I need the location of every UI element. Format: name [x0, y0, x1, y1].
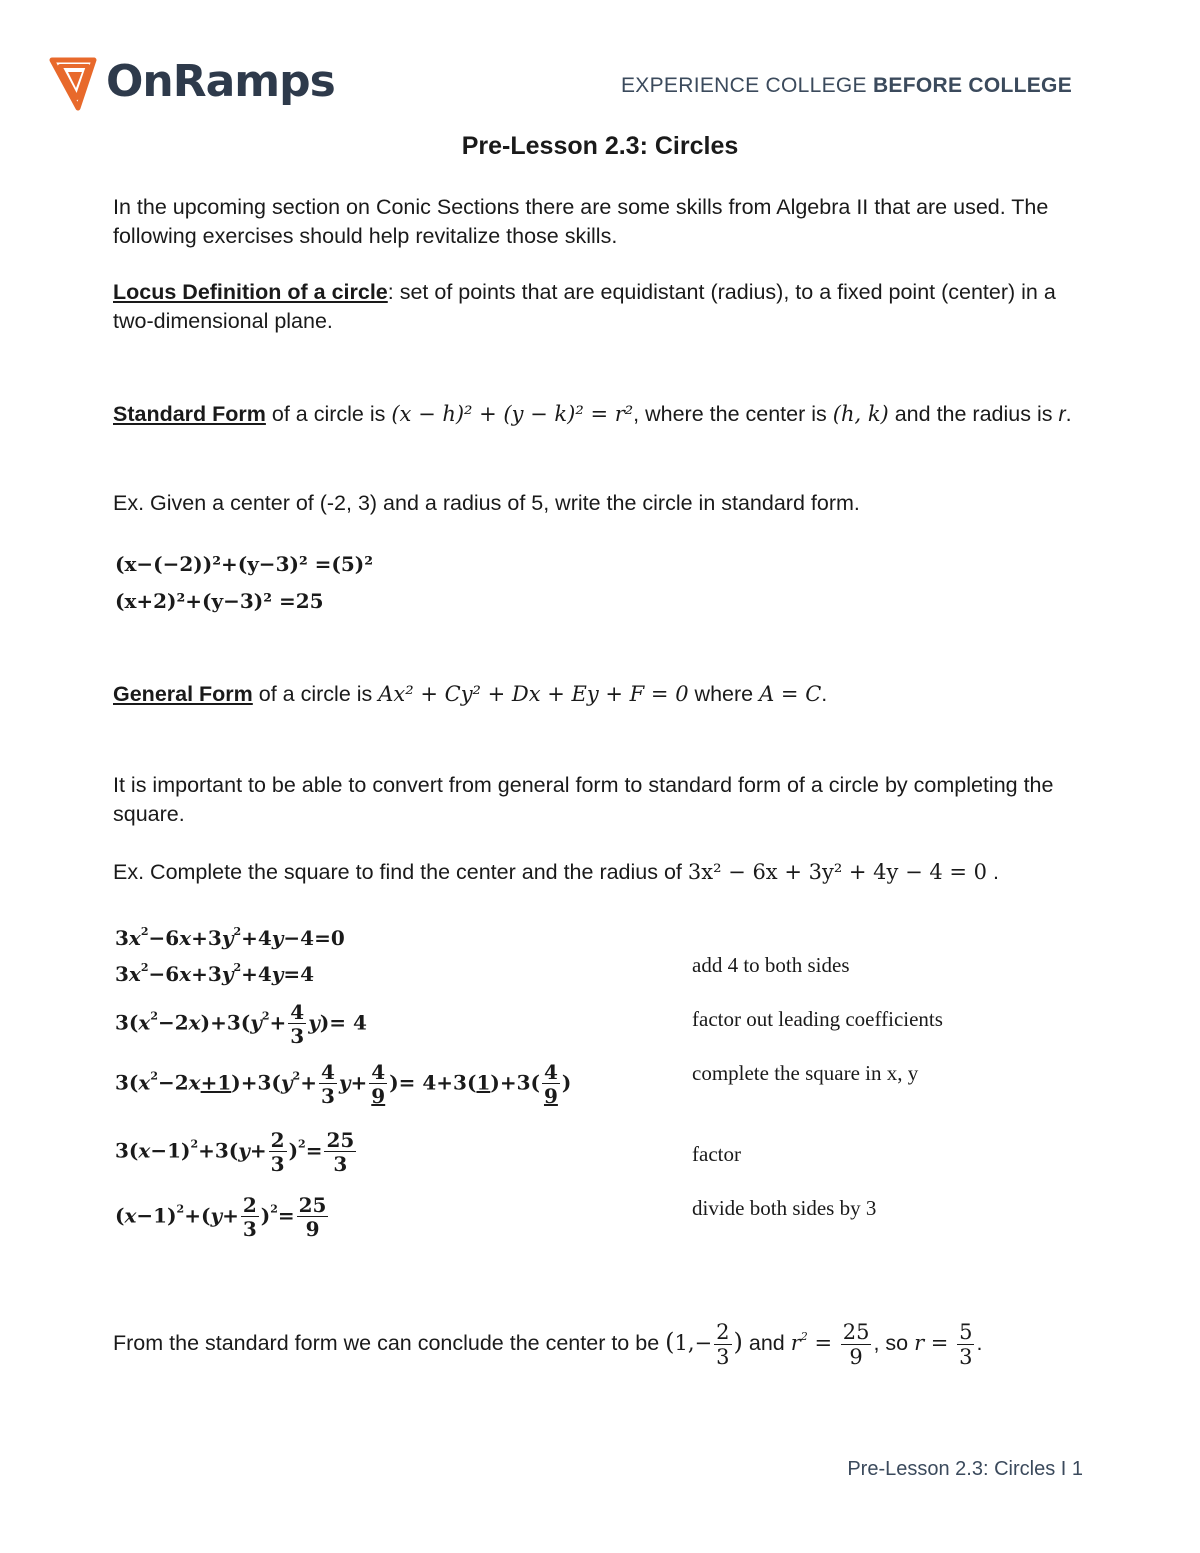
standard-text-d: . [1065, 402, 1072, 426]
conclusion-text-a: From the standard form we can conclude the center to be [113, 1331, 666, 1355]
onramps-logo-mark [48, 54, 106, 114]
conclusion-paragraph: From the standard form we can conclude the center to be (1,− $\frac{2}{3}$ ) and $r^2$ = $\frac{25}{9}$ , so r = $\frac{5}{3}$ . [113, 1319, 983, 1369]
conclusion-center: ( [665, 1328, 675, 1356]
page-footer: Pre-Lesson 2.3: Circles I 1 [847, 1458, 1083, 1480]
step-line-3: $3(x^2-2x+1)+3(y^2+$ $\frac{4}{3}$ y+ $\frac{4}{9}$ )= 4+3(1)+3( $\frac{4}{9}$ ) [115, 1060, 572, 1108]
step-line-0: $3x^2-6x+3y^2+4y-4=0$ [115, 925, 345, 950]
step-note-4: divide both sides by 3 [692, 1196, 877, 1220]
standard-text-b: , where the center is [633, 402, 833, 426]
conclusion-text-c: , so [873, 1331, 915, 1355]
standard-term: Standard Form [113, 402, 266, 426]
general-text-a: of a circle is [252, 682, 379, 706]
general-term: General Form [113, 682, 253, 706]
step-note-1: factor out leading coefficients [692, 1007, 943, 1031]
standard-text-a: of a circle is [265, 402, 392, 426]
logo-wordmark: OnRamps [106, 56, 335, 107]
example1-prompt: Ex. Given a center of (-2, 3) and a radius of 5, write the circle in standard form. [113, 491, 860, 515]
general-condition: A = C [759, 682, 822, 706]
general-equation: Ax² + Cy² + Dx + Ey + F = 0 [378, 682, 689, 706]
tagline-light: EXPERIENCE COLLEGE [621, 74, 873, 97]
step-note-2: complete the square in x, y [692, 1061, 919, 1085]
standard-text-c: and the radius is [888, 402, 1059, 426]
conclusion-text-d: . [976, 1331, 983, 1355]
example2-equation: 3x² − 6x + 3y² + 4y − 4 = 0 [687, 860, 988, 884]
locus-definition [113, 278, 1093, 336]
onramps-logo [48, 52, 338, 122]
standard-center: (h, k) [832, 402, 889, 426]
step-line-5: $(x-1)^2+(y+$ $\frac{2}{3}$ )$^2$= $\frac{25}{9}$ [115, 1193, 327, 1241]
page-title: Pre-Lesson 2.3: Circles [461, 132, 739, 160]
tagline-bold: BEFORE COLLEGE [872, 74, 1072, 97]
standard-form-definition [113, 395, 1093, 433]
example2-prompt-text: Ex. Complete the square to find the center and the radius of [113, 860, 688, 884]
step-line-2: $3(x^2-2x)+3(y^2+$ $\frac{4}{3}$ y)= 4 [115, 1000, 367, 1048]
convert-paragraph: It is important to be able to convert from general form to standard form of a circle by completing the square. [113, 773, 1054, 826]
step-line-4: $3(x-1)^2+3(y+$ $\frac{2}{3}$ )$^2$= $\frac{25}{3}$ [115, 1128, 355, 1176]
example2-prompt [113, 858, 1093, 887]
intro-paragraph: In the upcoming section on Conic Sections there are some skills from Algebra II that are used. The following exercises should help revitalize those skills. [113, 195, 1049, 248]
example1-line2: (x+2)²+(y−3)² =25 [115, 589, 324, 613]
standard-equation: (x − h)² + (y − k)² = r² [391, 402, 634, 426]
conclusion-r-squared: $r^2$ = $\frac{25}{9}$ [790, 1319, 870, 1369]
example1-line1: (x−(−2))²+(y−3)² =(5)² [115, 552, 374, 576]
example2-prompt-end: . [987, 860, 999, 884]
locus-term: Locus Definition of a circle [113, 280, 388, 304]
header-tagline [621, 74, 1072, 98]
step-line-1: $3x^2-6x+3y^2+4y=4$ [115, 961, 315, 986]
standard-radius: r [1058, 402, 1066, 426]
step-note-0: add 4 to both sides [692, 953, 850, 977]
conclusion-r: r = $\frac{5}{3}$ [914, 1319, 973, 1369]
conclusion-text-b: and [742, 1331, 791, 1355]
step-note-3: factor [692, 1142, 741, 1166]
general-text-b: where [688, 682, 760, 706]
general-text-c: . [821, 682, 828, 706]
general-form-definition [113, 680, 1093, 709]
locus-text: : set of points that are equidistant (radius), to a fixed point (center) in a two-dimensional plane. [113, 280, 1056, 333]
